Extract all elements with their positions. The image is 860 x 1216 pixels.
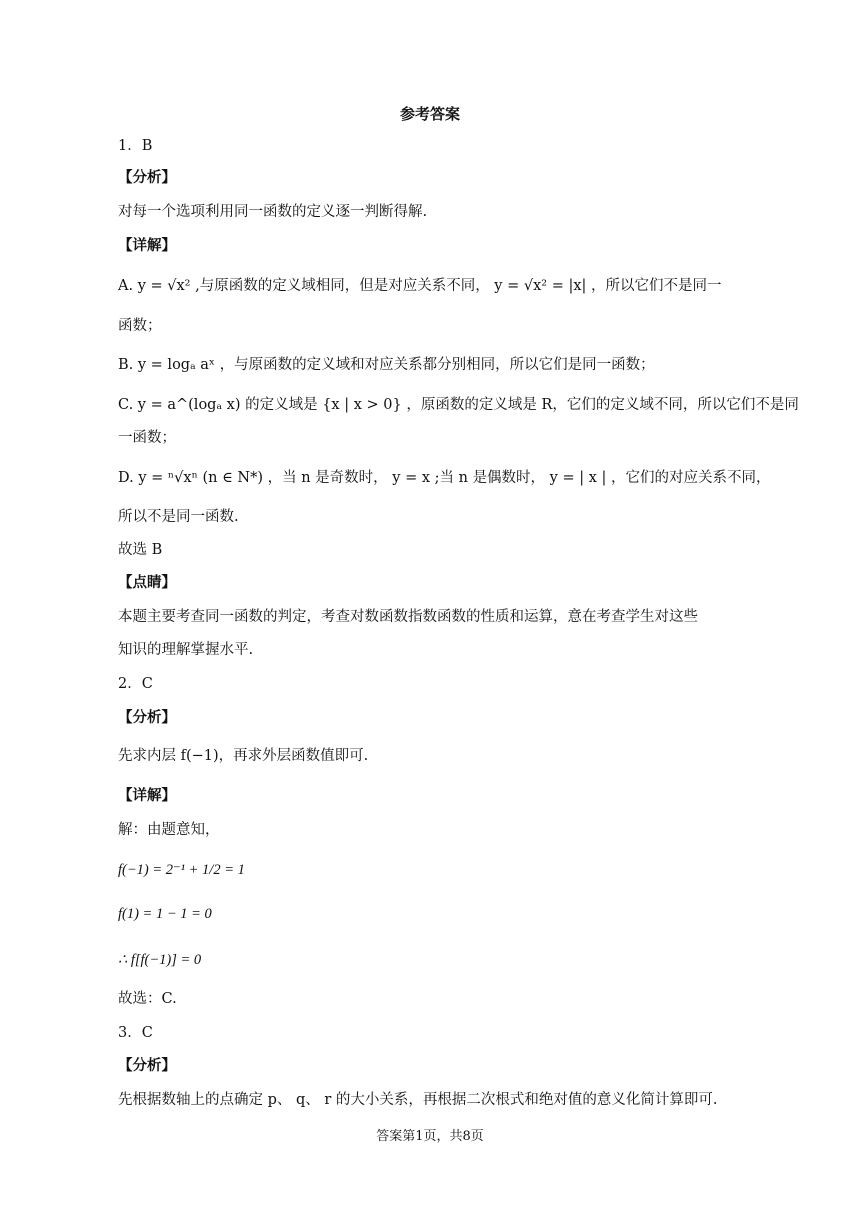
page-footer: 答案第1页，共8页 [376,1129,484,1144]
q2-detail-heading: 【详解】 [118,787,176,804]
q2-conclusion: 故选：C. [118,991,177,1007]
q1-analysis-text: 对每一个选项利用同一函数的定义逐一判断得解. [118,204,428,220]
q3-analysis-heading: 【分析】 [118,1057,176,1074]
q2-detail-intro: 解：由题意知， [118,822,220,838]
q2-equation-1: f(−1) = 2⁻¹ + 1/2 = 1 [118,862,245,878]
question-3-answer: 3．C [118,1025,153,1041]
question-2-answer: 2．C [118,676,153,692]
q2-equation-3: ∴ f[f(−1)] = 0 [118,952,202,968]
q1-option-d-line1: D. y = ⁿ√xⁿ (n ∈ N*) ，当 n 是奇数时， y = x ;当 n 是偶数时， y = | x | ，它们的对应关系不同， [118,470,771,486]
page-title: 参考答案 [399,105,460,123]
q1-option-a-line1: A. y = √x² ,与原函数的定义域相同，但是对应关系不同， y = √x² = |x| ，所以它们不是同一 [118,278,722,294]
q1-remark-line2: 知识的理解掌握水平. [118,642,254,658]
q1-option-a-line2: 函数； [118,318,162,334]
q1-option-b: B. y = logₐ aˣ ，与原函数的定义域和对应关系都分别相同，所以它们是同一函数； [118,357,655,373]
q1-conclusion: 故选 B [118,542,163,558]
q1-option-c-line2: 一函数； [118,430,176,446]
q2-equation-2: f(1) = 1 − 1 = 0 [118,906,212,922]
q2-analysis-text: 先求内层 f(−1)，再求外层函数值即可. [118,748,369,764]
q1-remark-line1: 本题主要考查同一函数的判定，考查对数函数指数函数的性质和运算，意在考查学生对这些 [118,609,698,625]
q1-detail-heading: 【详解】 [118,237,176,254]
question-1-answer: 1．B [118,138,153,154]
q1-remark-heading: 【点睛】 [118,574,176,591]
q1-analysis-heading: 【分析】 [118,169,176,186]
q1-option-c-line1: C. y = a^(logₐ x) 的定义域是 {x | x > 0} ，原函数的定义域是 R，它们的定义域不同，所以它们不是同 [118,397,799,413]
q1-option-d-line2: 所以不是同一函数. [118,509,239,525]
q2-analysis-heading: 【分析】 [118,709,176,726]
q3-analysis-text: 先根据数轴上的点确定 p、 q、 r 的大小关系，再根据二次根式和绝对值的意义化简计算即可. [118,1092,718,1108]
